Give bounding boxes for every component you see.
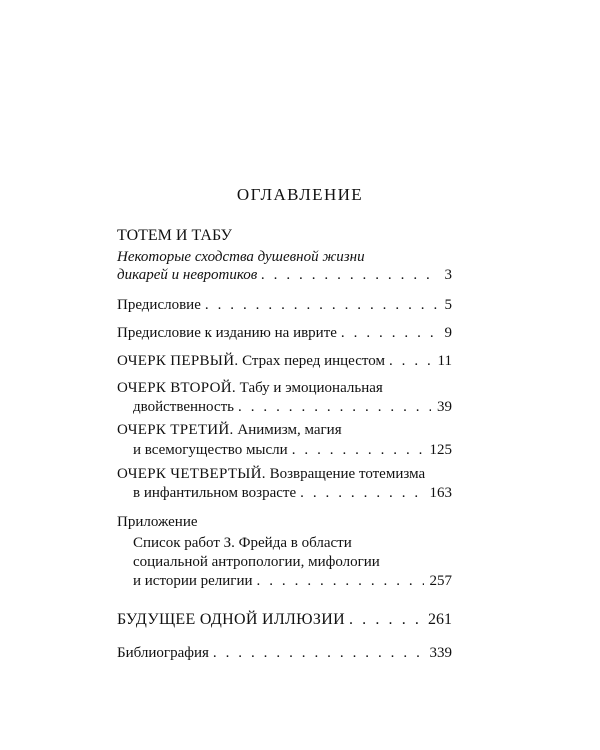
toc-entry-essay-2[interactable] [133, 397, 452, 417]
essay-title: Табу и эмоциональная [239, 380, 383, 396]
essay-title: Возвращение тотемизма [269, 466, 426, 482]
toc-entry-subtitle[interactable] [117, 265, 452, 285]
dot-leader [389, 351, 432, 371]
appendix-heading: Приложение [117, 514, 198, 530]
entry-title: в инфантильном возрасте [133, 485, 297, 501]
essay-label: ОЧЕРК ВТОРОЙ. [117, 380, 236, 396]
toc-entry-hebrew-preface[interactable] [117, 323, 452, 343]
essay-4-line-1 [117, 464, 425, 484]
dot-leader [257, 571, 424, 591]
entry-title: Предисловие к изданию на иврите [117, 325, 337, 341]
appendix-line-2: социальной антропологии, мифологии [133, 554, 380, 570]
dot-leader [238, 397, 431, 417]
entry-title: и истории религии [133, 573, 253, 589]
page-number: 163 [429, 485, 452, 501]
toc-entry-essay-4[interactable] [133, 483, 452, 503]
essay-label: ОЧЕРК ТРЕТИЙ. [117, 422, 234, 438]
entry-title: и всемогущество мысли [133, 442, 288, 458]
entry-title: двойственность [133, 399, 234, 415]
entry-title: Библиография [117, 645, 209, 661]
page-number: 11 [437, 353, 452, 369]
essay-label: ОЧЕРК ПЕРВЫЙ. [117, 353, 239, 369]
dot-leader [349, 610, 422, 630]
page-number: 261 [428, 611, 452, 628]
toc-entry-essay-3[interactable] [133, 440, 452, 460]
dot-leader [341, 323, 439, 343]
toc-entry-bibliography[interactable] [117, 643, 452, 663]
page-number: 5 [444, 297, 452, 313]
essay-title: Страх перед инцестом [242, 353, 385, 369]
page-title: ОГЛАВЛЕНИЕ [236, 185, 364, 204]
entry-title: дикарей и невротиков [117, 267, 258, 283]
page-number: 339 [429, 645, 452, 661]
essay-3-line-1 [117, 420, 342, 440]
entry-title: БУДУЩЕЕ ОДНОЙ ИЛЛЮЗИИ [117, 611, 345, 628]
essay-title: Анимизм, магия [237, 422, 342, 438]
dot-leader [300, 483, 423, 503]
toc-entry-future-illusion[interactable] [117, 610, 452, 630]
dot-leader [292, 440, 424, 460]
page-number: 125 [429, 442, 452, 458]
page-number: 3 [444, 267, 452, 283]
toc-entry-preface[interactable] [117, 295, 452, 315]
page-number: 257 [429, 573, 452, 589]
dot-leader [261, 265, 438, 285]
page-number: 39 [437, 399, 452, 415]
page-number: 9 [444, 325, 452, 341]
essay-label: ОЧЕРК ЧЕТВЕРТЫЙ. [117, 466, 266, 482]
toc-entry-essay-1[interactable] [117, 351, 452, 371]
appendix-line-1: Список работ З. Фрейда в области [133, 535, 352, 551]
entry-title: Предисловие [117, 297, 201, 313]
dot-leader [213, 643, 424, 663]
essay-2-line-1 [117, 378, 383, 398]
part-title-totem: ТОТЕМ И ТАБУ [117, 227, 232, 244]
toc-entry-appendix[interactable] [133, 571, 452, 591]
dot-leader [205, 295, 439, 315]
subtitle-line-1: Некоторые сходства душевной жизни [117, 249, 365, 265]
